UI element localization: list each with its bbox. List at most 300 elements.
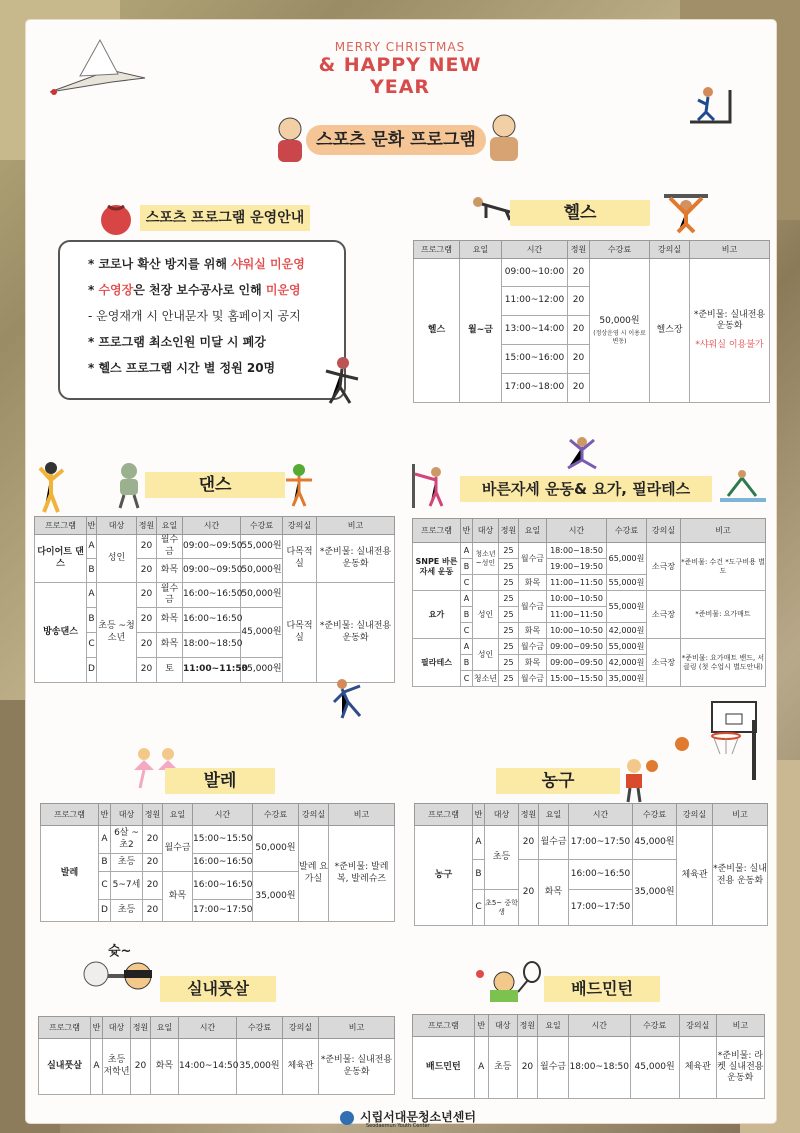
target-cell: 초등 저학년 [103,1039,131,1095]
page-title: 스포츠 문화 프로그램 [306,125,486,155]
cap-cell: 20 [131,1039,151,1095]
fee-cell: 50,000원 [241,559,283,583]
speech-bubble: 슛~ [108,944,132,959]
resistance-band-icon [410,462,450,510]
fee-cell: 35,000원 [607,671,647,687]
col-header: 비고 [329,804,395,826]
col-header: 대상 [473,519,499,543]
table-header [35,517,395,535]
col-header: 정원 [517,1015,538,1037]
cap-cell: 20 [143,900,163,922]
cap-cell: 20 [137,633,157,658]
cap-cell: 25 [499,543,519,559]
time-cell: 11:00~12:00 [502,287,568,316]
col-header: 비고 [681,519,766,543]
program-cell: 필라테스 [413,639,461,687]
fee-cell: 45,000원 [633,826,677,860]
hoodie-dancer-icon [112,462,146,510]
col-header: 정원 [499,519,519,543]
time-cell: 10:00~10:50 [547,623,607,639]
fee-cell: 55,000원 [607,591,647,623]
col-header: 반 [87,517,97,535]
note-cell [690,259,770,403]
yoga-table [412,518,766,687]
class-cell: D [87,658,97,683]
col-header: 프로그램 [35,517,87,535]
day-cell: 화목 [519,655,547,671]
col-header: 요일 [163,804,193,826]
col-header: 대상 [111,804,143,826]
table-row [413,543,766,559]
notice-line-4: * 프로그램 최소인원 미달 시 폐강 [88,335,266,349]
target-cell: 성인 [473,639,499,671]
time-cell: 17:00~18:00 [502,374,568,403]
table-row [35,535,395,559]
yoga-pose-icon [562,436,602,472]
time-cell: 16:00~16:50 [193,872,253,900]
room-cell: 체육관 [677,826,713,926]
cap-cell: 25 [499,607,519,623]
col-header: 비고 [716,1015,764,1037]
banner-line-1: MERRY CHRISTMAS [334,40,466,54]
center-name: 시립서대문청소년센터 [360,1110,476,1124]
basketball-title: 농구 [496,768,620,794]
col-header: 강의실 [647,519,681,543]
class-cell: C [461,671,473,687]
target-cell: 6살 ~초2 [111,826,143,854]
target-cell: 5~7세 [111,872,143,900]
day-cell: 월수금 [519,639,547,655]
table-row [413,1037,765,1099]
dance-table [34,516,395,683]
col-header: 시간 [547,519,607,543]
time-cell: 09:00~09:50 [547,639,607,655]
class-cell: B [461,655,473,671]
table-row [41,826,395,854]
cap-cell: 20 [568,287,590,316]
col-header: 정원 [131,1017,151,1039]
cap-cell: 20 [517,1037,538,1099]
time-cell: 15:00~15:50 [547,671,607,687]
pilates-icon [716,462,770,506]
notice-text: * 코로나 확산 방지를 위해 [88,257,232,271]
col-header: 수강료 [590,241,650,259]
class-cell: A [91,1039,103,1095]
target-cell [473,575,499,591]
class-cell: B [87,608,97,633]
col-header: 프로그램 [413,1015,475,1037]
note-cell: *준비물: 수건 *도구비용 별도 [681,543,766,591]
badminton-table [412,1014,765,1099]
center-name-en: Seodaemun Youth Center [366,1123,430,1129]
class-cell: B [461,559,473,575]
day-cell: 화목 [539,860,569,926]
health-title: 헬스 [510,200,650,226]
time-cell: 17:00~17:50 [569,890,633,926]
time-cell: 14:00~14:50 [179,1039,237,1095]
target-cell: 초등 ~청소년 [97,583,137,683]
day-cell: 토 [157,658,183,683]
col-header: 요일 [460,241,502,259]
cap-cell: 20 [568,345,590,374]
time-cell: 10:00~10:50 [547,591,607,607]
class-cell: C [473,890,485,926]
col-header: 반 [99,804,111,826]
yoga-title: 바른자세 운동& 요가, 필라테스 [460,476,712,502]
table-row [413,639,766,655]
fee-cell: 55,000원 [607,575,647,591]
room-cell: 헬스장 [650,259,690,403]
cap-cell: 25 [499,575,519,591]
class-cell: A [461,543,473,559]
notice-line-5: * 헬스 프로그램 시간 별 정원 20명 [88,361,276,375]
time-cell: 16:00~16:50 [193,854,253,872]
target-cell: 초5~ 중학생 [485,890,519,926]
ballet-title: 발레 [165,768,275,794]
fee-cell: 35,000원 [253,872,299,922]
room-cell: 소극장 [647,543,681,591]
day-cell: 화목 [163,872,193,922]
cap-cell: 20 [143,854,163,872]
table-row [39,1039,395,1095]
footvolley-player-icon [80,950,160,1000]
day-cell: 화목 [151,1039,179,1095]
table-header [41,804,395,826]
col-header: 정원 [137,517,157,535]
col-header: 요일 [539,804,569,826]
holiday-banner [300,40,500,98]
col-header: 대상 [103,1017,131,1039]
program-cell: 실내풋살 [39,1039,91,1095]
col-header: 대상 [485,804,519,826]
col-header: 수강료 [630,1015,679,1037]
notice-title: 스포츠 프로그램 운영안내 [140,205,310,231]
basketball-table [414,803,768,926]
fee-cell: 50,000원 [241,583,283,608]
stretching-girl-icon [284,462,314,508]
program-cell: 방송댄스 [35,583,87,683]
col-header: 시간 [568,1015,630,1037]
col-header: 시간 [183,517,241,535]
col-header: 반 [474,1015,488,1037]
note-cell: *준비물: 요가매트 밴드, 서클링 (첫 수업시 별도안내) [681,639,766,687]
time-cell: 17:00~17:50 [569,826,633,860]
col-header: 시간 [193,804,253,826]
notice-box [58,240,346,400]
logo-icon [340,1111,354,1125]
cap-cell: 20 [137,608,157,633]
room-cell: 소극장 [647,591,681,639]
fee-value: 50,000원 [599,315,640,326]
col-header: 정원 [143,804,163,826]
fee-cell [590,259,650,403]
col-header: 대상 [488,1015,517,1037]
note-text: *준비물: 실내전용 운동화 [693,309,766,331]
col-header: 비고 [319,1017,395,1039]
class-cell: D [99,900,111,922]
program-cell: 헬스 [414,259,460,403]
fee-cell: 45,000원 [630,1037,679,1099]
target-cell: 성인 [97,535,137,583]
day-cell: 화목 [519,623,547,639]
cap-cell: 25 [499,655,519,671]
fee-cell: 45,000원 [241,608,283,658]
program-cell: 다이어트 댄스 [35,535,87,583]
day-cell: 월수금 [538,1037,569,1099]
note-cell: *준비물: 발레복, 발레슈즈 [329,826,395,922]
badminton-player-icon [474,960,544,1006]
col-header: 요일 [538,1015,569,1037]
col-header: 수강료 [237,1017,283,1039]
room-cell: 다목적실 [283,535,317,583]
note-cell: *준비물: 라켓 실내전용 운동화 [716,1037,764,1099]
program-cell: 발레 [41,826,99,922]
notice-line-2 [88,278,344,304]
cap-cell: 20 [519,860,539,926]
class-cell: C [99,872,111,900]
table-header [414,241,770,259]
day-cell: 월수금 [157,535,183,559]
fee-cell: 50,000원 [253,826,299,872]
col-header: 수강료 [253,804,299,826]
cap-cell: 20 [568,316,590,345]
time-cell: 15:00~16:00 [502,345,568,374]
note-cell: *준비물: 실내전용 운동화 [713,826,768,926]
class-cell: C [461,575,473,591]
col-header: 비고 [690,241,770,259]
days-cell: 월~금 [460,259,502,403]
col-header: 비고 [317,517,395,535]
program-cell: 농구 [415,826,473,926]
col-header: 반 [91,1017,103,1039]
day-cell: 월수금 [519,671,547,687]
target-cell: 초등 [111,900,143,922]
col-header: 대상 [97,517,137,535]
time-cell: 18:00~18:50 [568,1037,630,1099]
footvolley-title: 실내풋살 [160,976,276,1002]
time-cell: 11:00~11:50 [547,607,607,623]
notice-text: 은 천장 보수공사로 인해 [133,283,266,297]
col-header: 강의실 [283,517,317,535]
class-cell: B [473,860,485,890]
time-cell: 09:00~09:50 [183,535,241,559]
cap-cell: 20 [137,658,157,683]
health-table [413,240,770,403]
time-cell: 11:00~11:50 [547,575,607,591]
treadmill-runner-icon [680,80,740,130]
class-cell: A [461,591,473,607]
target-cell: 초등 [485,826,519,890]
note-warning: *샤워실 이용불가 [695,340,764,351]
program-cell: 배드민턴 [413,1037,475,1099]
class-cell: A [461,639,473,655]
class-cell: B [99,854,111,872]
cap-cell: 25 [499,639,519,655]
day-cell: 화목 [157,559,183,583]
fee-note: (정상운영 시 이용료 변동) [593,330,646,345]
banner-line-2: & HAPPY NEW YEAR [318,54,482,98]
time-cell: 18:00~18:50 [547,543,607,559]
notice-line-1 [88,252,344,278]
col-header: 강의실 [650,241,690,259]
note-cell: *준비물: 실내전용 운동화 [317,535,395,583]
target-cell: 초등 [488,1037,517,1099]
table-row [35,583,395,608]
time-cell: 15:00~15:50 [193,826,253,854]
class-cell: A [87,535,97,559]
lucky-bag-icon [96,196,136,236]
room-cell: 체육관 [679,1037,716,1099]
basketball-hoop-icon [672,700,762,780]
table-row [414,259,770,287]
jumping-girl-icon [36,460,66,516]
day-cell: 월수금 [519,543,547,575]
class-cell: A [474,1037,488,1099]
fee-cell: 35,000원 [633,860,677,926]
day-cell: 월수금 [157,583,183,608]
day-cell: 화목 [519,575,547,591]
child-character-icon [270,115,310,165]
time-cell: 09:00~10:00 [502,259,568,287]
col-header: 비고 [713,804,768,826]
col-header: 시간 [502,241,568,259]
col-header: 수강료 [241,517,283,535]
col-header: 프로그램 [39,1017,91,1039]
table-header [39,1017,395,1039]
table-header [415,804,768,826]
room-cell: 발레 요가실 [299,826,329,922]
note-cell: *준비물: 요가매트 [681,591,766,639]
room-cell: 체육관 [283,1039,319,1095]
notice-highlight: 수영장 [98,283,134,297]
cap-cell: 20 [568,259,590,287]
cap-cell: 25 [499,671,519,687]
notice-line-3: - 운영재개 시 안내문자 및 홈페이지 공지 [88,309,301,323]
col-header: 요일 [157,517,183,535]
time-cell: 19:00~19:50 [547,559,607,575]
day-cell: 월수금 [519,591,547,623]
fee-cell: 55,000원 [607,639,647,655]
footer-logo [340,1108,476,1129]
room-cell: 다목적실 [283,583,317,683]
time-cell: 16:00~16:50 [569,860,633,890]
time-cell: 16:00~16:50 [183,583,241,608]
table-row [413,591,766,607]
class-cell: A [99,826,111,854]
fee-cell: 55,000원 [241,535,283,559]
cap-cell: 25 [499,623,519,639]
fee-cell: 42,000원 [607,623,647,639]
notice-highlight: 샤워실 미운영 [231,257,305,271]
table-header [413,519,766,543]
day-cell: 월수금 [163,826,193,872]
day-cell: 화목 [157,608,183,633]
fee-cell: 65,000원 [607,543,647,575]
class-cell: B [461,607,473,623]
col-header: 프로그램 [414,241,460,259]
footvolley-table [38,1016,395,1095]
time-cell: 17:00~17:50 [193,900,253,922]
pushup-icon [470,190,514,224]
col-header: 정원 [519,804,539,826]
day-cell: 월수금 [539,826,569,860]
col-header: 강의실 [679,1015,716,1037]
col-header: 프로그램 [41,804,99,826]
cap-cell: 20 [143,872,163,900]
col-header: 정원 [568,241,590,259]
col-header: 시간 [179,1017,237,1039]
col-header: 강의실 [299,804,329,826]
notice-text: * [88,283,99,297]
note-cell: *준비물: 실내전용 운동화 [319,1039,395,1095]
cap-cell: 25 [499,591,519,607]
col-header: 강의실 [283,1017,319,1039]
cap-cell: 20 [137,535,157,559]
time-cell: 13:00~14:00 [502,316,568,345]
time-cell: 16:00~16:50 [183,608,241,633]
col-header: 수강료 [607,519,647,543]
col-header: 요일 [151,1017,179,1039]
basketball-kid-icon [620,756,660,804]
breakdancer-icon [330,676,370,720]
cap-cell: 20 [568,374,590,403]
class-cell: C [87,633,97,658]
program-cell: SNPE 바른자세 운동 [413,543,461,591]
fee-cell: 35,000원 [237,1039,283,1095]
col-header: 프로그램 [415,804,473,826]
time-cell: 09:00~09:50 [183,559,241,583]
col-header: 강의실 [677,804,713,826]
class-cell: C [461,623,473,639]
program-cell: 요가 [413,591,461,639]
note-cell: *준비물: 실내전용 운동화 [317,583,395,683]
time-cell: 11:00~11:50 [183,658,241,683]
day-cell: 화목 [157,633,183,658]
target-cell: 성인 [473,591,499,639]
fee-cell: 35,000원 [241,658,283,683]
col-header: 수강료 [633,804,677,826]
dancer-icon [318,355,363,410]
cap-cell: 20 [143,826,163,854]
class-cell: A [473,826,485,860]
ballet-table [40,803,395,922]
col-header: 반 [473,804,485,826]
col-header: 요일 [519,519,547,543]
target-cell: 청소년 ~성인 [473,543,499,575]
cap-cell: 25 [499,559,519,575]
cap-cell: 20 [137,559,157,583]
crane-icon [40,30,150,110]
col-header: 시간 [569,804,633,826]
target-cell: 초등 [111,854,143,872]
room-cell: 소극장 [647,639,681,687]
class-cell: B [87,559,97,583]
fee-cell: 42,000원 [607,655,647,671]
table-header [413,1015,765,1037]
time-cell: 18:00~18:50 [183,633,241,658]
time-cell: 09:00~09:50 [547,655,607,671]
col-header: 프로그램 [413,519,461,543]
dance-title: 댄스 [145,472,285,498]
table-row [415,826,768,860]
cap-cell: 20 [519,826,539,860]
notice-highlight: 미운영 [265,283,301,297]
badminton-title: 배드민턴 [544,976,660,1002]
class-cell: A [87,583,97,608]
target-cell: 청소년 [473,671,499,687]
col-header: 반 [461,519,473,543]
grandma-character-icon [484,112,524,164]
